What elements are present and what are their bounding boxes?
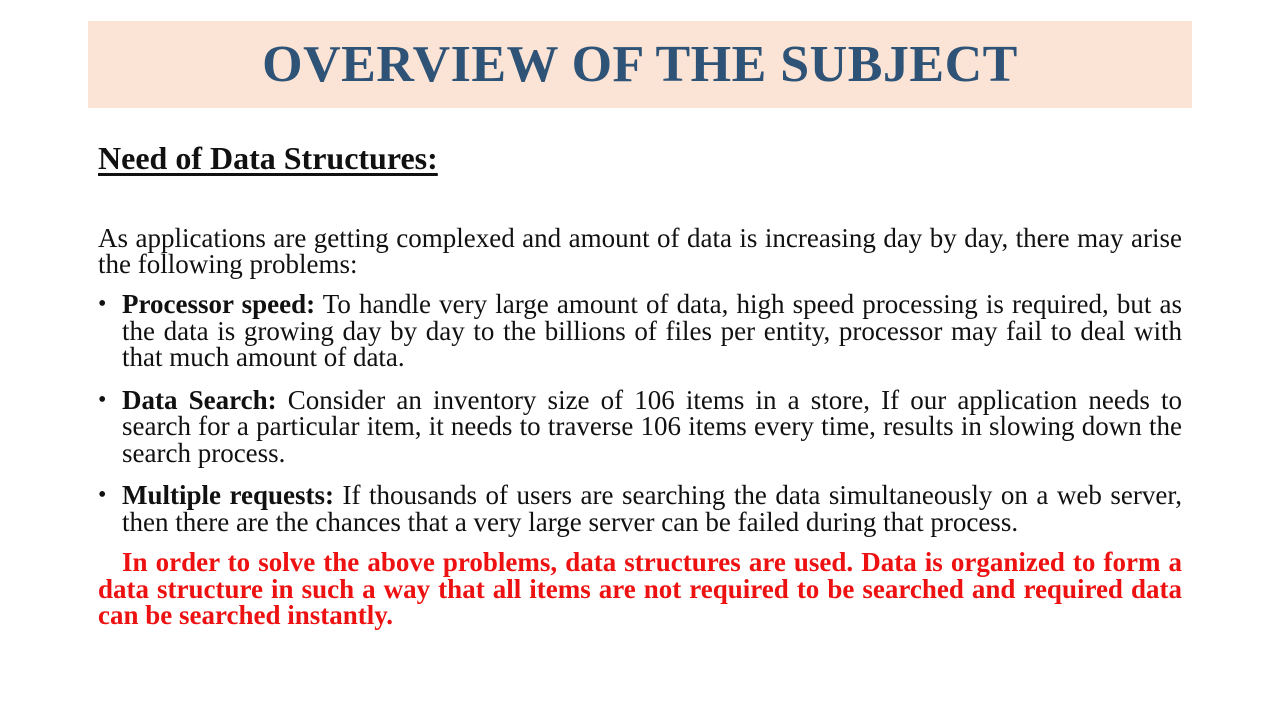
section-heading: Need of Data Structures: xyxy=(98,140,438,176)
bullet-term: Data Search: xyxy=(122,384,277,415)
list-item-processor-speed xyxy=(98,291,1182,371)
bullet-text: To handle very large amount of data, high speed processing is required, but as the data is growing day by day to the billions of files per entity, processor may fail to deal with that much amount of data. xyxy=(122,289,1182,372)
list-item-data-search xyxy=(98,384,1182,468)
slide-body xyxy=(98,138,1182,629)
intro-paragraph: As applications are getting complexed and amount of data is increasing day by day, there may arise the following problems: xyxy=(98,223,1182,279)
problem-list xyxy=(98,291,1182,535)
bullet-term: Multiple requests: xyxy=(122,480,334,510)
bullet-text: Consider an inventory size of 106 items in a store, If our application needs to search for a particular item, it needs to traverse 106 items every time, results in slowing down the search process. xyxy=(122,384,1182,468)
list-item-multiple-requests xyxy=(98,482,1182,535)
bullet-icon: • xyxy=(98,482,107,508)
bullet-term: Processor speed: xyxy=(122,289,316,319)
conclusion-paragraph: In order to solve the above problems, data structures are used. Data is organized to form a data structure in such a way that all items are not required to be searched and required data can be searched instantly. xyxy=(98,547,1182,630)
bullet-icon: • xyxy=(98,386,107,413)
title-banner xyxy=(88,21,1192,108)
bullet-text: If thousands of users are searching the data simultaneously on a web server, then there are the chances that a very large server can be failed during that process. xyxy=(122,480,1182,537)
bullet-icon: • xyxy=(98,291,107,317)
slide-title: OVERVIEW OF THE SUBJECT xyxy=(262,36,1018,93)
